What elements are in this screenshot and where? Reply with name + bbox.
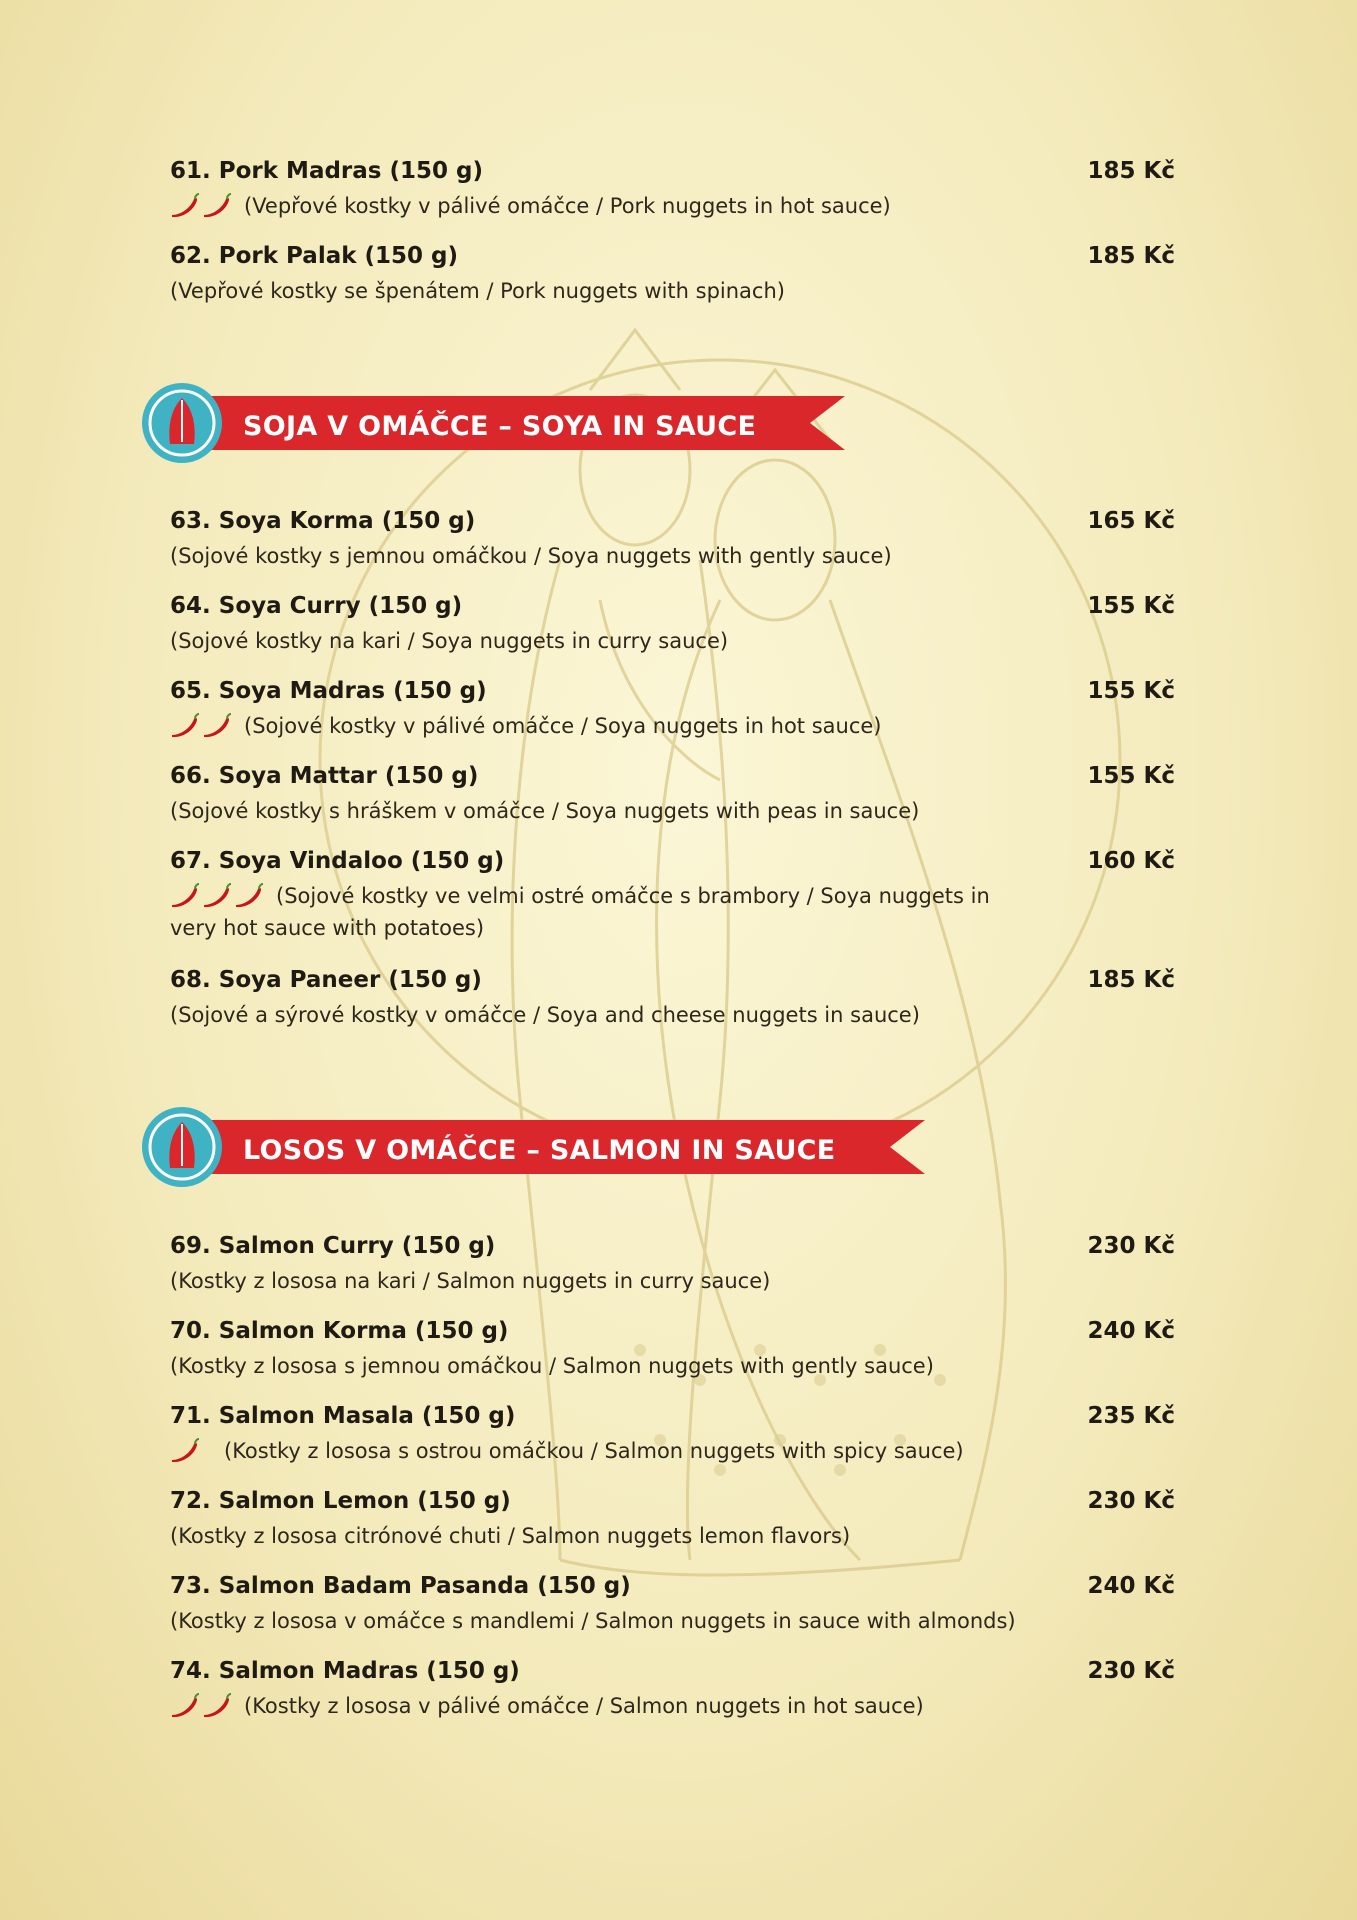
item-price: 185 Kč	[1087, 243, 1175, 269]
item-description-text: (Kostky z lososa na kari / Salmon nuggets in curry sauce)	[170, 1269, 771, 1293]
item-description	[170, 1435, 1175, 1467]
menu-item	[170, 1233, 1175, 1297]
menu-item	[170, 848, 1175, 944]
item-description	[170, 1520, 1175, 1552]
item-description	[170, 710, 1175, 742]
chili-pepper-icon	[170, 1693, 200, 1719]
namaste-hands-icon	[142, 383, 222, 463]
item-description-text: (Sojové kostky s hráškem v omáčce / Soya nuggets with peas in sauce)	[170, 799, 920, 823]
item-description-text: (Kostky z lososa s ostrou omáčkou / Salmon nuggets with spicy sauce)	[224, 1439, 964, 1463]
item-description-text: (Kostky z lososa citrónové chuti / Salmon nuggets lemon flavors)	[170, 1524, 851, 1548]
chili-pepper-icon	[170, 1438, 200, 1464]
item-name: 66. Soya Mattar (150 g)	[170, 763, 479, 789]
spice-level	[170, 1690, 234, 1722]
menu-item	[170, 243, 1175, 307]
item-price: 230 Kč	[1087, 1488, 1175, 1514]
item-name: 69. Salmon Curry (150 g)	[170, 1233, 496, 1259]
item-price: 185 Kč	[1087, 158, 1175, 184]
chili-pepper-icon	[170, 883, 200, 909]
section-banner-salmon	[140, 1102, 930, 1192]
item-description-text: (Sojové kostky v pálivé omáčce / Soya nuggets in hot sauce)	[244, 714, 882, 738]
item-description	[170, 1605, 1175, 1637]
item-name: 72. Salmon Lemon (150 g)	[170, 1488, 511, 1514]
item-name: 63. Soya Korma (150 g)	[170, 508, 476, 534]
item-name: 68. Soya Paneer (150 g)	[170, 967, 482, 993]
chili-pepper-icon	[170, 713, 200, 739]
item-name: 73. Salmon Badam Pasanda (150 g)	[170, 1573, 631, 1599]
chili-pepper-icon	[202, 1693, 232, 1719]
menu-item	[170, 1318, 1175, 1382]
item-description-text: (Vepřové kostky se špenátem / Pork nuggets with spinach)	[170, 279, 785, 303]
item-description-text: (Kostky z lososa s jemnou omáčkou / Salmon nuggets with gently sauce)	[170, 1354, 934, 1378]
item-price: 230 Kč	[1087, 1658, 1175, 1684]
item-price: 165 Kč	[1087, 508, 1175, 534]
item-description-text: (Sojové kostky s jemnou omáčkou / Soya nuggets with gently sauce)	[170, 544, 892, 568]
item-name: 62. Pork Palak (150 g)	[170, 243, 459, 269]
section-title: SOJA V OMÁČCE – SOYA IN SAUCE	[243, 411, 757, 442]
namaste-hands-icon	[142, 1107, 222, 1187]
spice-level	[170, 880, 266, 912]
spice-level	[170, 190, 234, 222]
section-banner-soya	[140, 378, 850, 468]
menu-item	[170, 593, 1175, 657]
chili-pepper-icon	[202, 883, 232, 909]
item-name: 64. Soya Curry (150 g)	[170, 593, 463, 619]
chili-pepper-icon	[234, 883, 264, 909]
item-description	[170, 1350, 1175, 1382]
item-name: 74. Salmon Madras (150 g)	[170, 1658, 520, 1684]
menu-item	[170, 763, 1175, 827]
item-description-text: (Kostky z lososa v pálivé omáčce / Salmon nuggets in hot sauce)	[244, 1694, 924, 1718]
menu-item	[170, 967, 1175, 1031]
item-price: 155 Kč	[1087, 678, 1175, 704]
chili-pepper-icon	[202, 193, 232, 219]
item-price: 185 Kč	[1087, 967, 1175, 993]
item-price: 155 Kč	[1087, 763, 1175, 789]
item-description	[170, 1690, 1175, 1722]
menu-item	[170, 158, 1175, 222]
menu-item	[170, 1488, 1175, 1552]
item-description	[170, 795, 1175, 827]
chili-pepper-icon	[170, 193, 200, 219]
item-name: 70. Salmon Korma (150 g)	[170, 1318, 509, 1344]
item-price: 240 Kč	[1087, 1318, 1175, 1344]
chili-pepper-icon	[202, 713, 232, 739]
item-name: 71. Salmon Masala (150 g)	[170, 1403, 516, 1429]
item-price: 155 Kč	[1087, 593, 1175, 619]
menu-item	[170, 1658, 1175, 1722]
item-description	[170, 880, 1000, 944]
item-description-text: (Sojové a sýrové kostky v omáčce / Soya and cheese nuggets in sauce)	[170, 1003, 920, 1027]
menu-item	[170, 1403, 1175, 1467]
item-description-text: (Vepřové kostky v pálivé omáčce / Pork nuggets in hot sauce)	[244, 194, 891, 218]
item-name: 61. Pork Madras (150 g)	[170, 158, 483, 184]
item-name: 67. Soya Vindaloo (150 g)	[170, 848, 505, 874]
section-title: LOSOS V OMÁČCE – SALMON IN SAUCE	[243, 1135, 836, 1166]
item-description-text: (Sojové kostky na kari / Soya nuggets in curry sauce)	[170, 629, 729, 653]
item-description	[170, 1265, 1175, 1297]
item-name: 65. Soya Madras (150 g)	[170, 678, 487, 704]
menu-item	[170, 1573, 1175, 1637]
item-description	[170, 625, 1175, 657]
item-description-text: (Kostky z lososa v omáčce s mandlemi / Salmon nuggets in sauce with almonds)	[170, 1609, 1016, 1633]
item-description	[170, 540, 1175, 572]
item-price: 240 Kč	[1087, 1573, 1175, 1599]
item-description	[170, 999, 1175, 1031]
item-description	[170, 275, 1175, 307]
spice-level	[170, 1435, 202, 1467]
item-price: 235 Kč	[1087, 1403, 1175, 1429]
menu-item	[170, 678, 1175, 742]
item-price: 230 Kč	[1087, 1233, 1175, 1259]
item-price: 160 Kč	[1087, 848, 1175, 874]
item-description	[170, 190, 1175, 222]
menu-item	[170, 508, 1175, 572]
spice-level	[170, 710, 234, 742]
item-description-text: (Sojové kostky ve velmi ostré omáčce s brambory / Soya nuggets in very hot sauce with potatoes)	[170, 884, 990, 940]
